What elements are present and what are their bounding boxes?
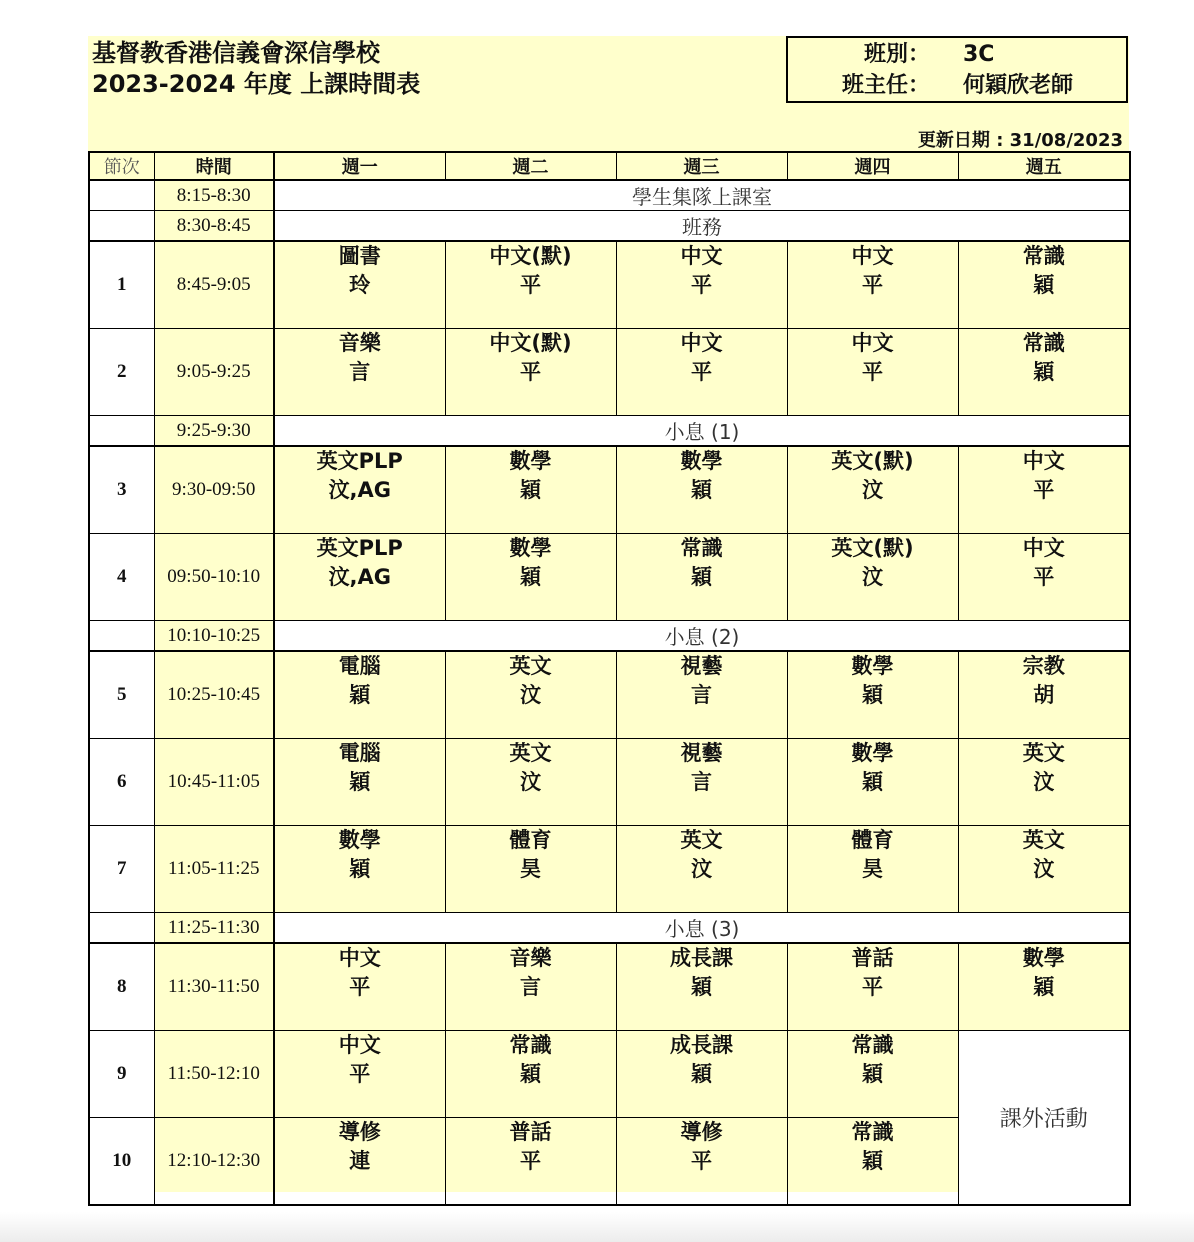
class-label: 班別： xyxy=(863,42,930,67)
lesson-cell xyxy=(616,943,787,1031)
banner-row xyxy=(89,913,1130,944)
lesson-cell xyxy=(274,651,445,739)
teacher-name: 汶 xyxy=(862,565,883,589)
lesson-cell xyxy=(787,1031,958,1118)
timetable xyxy=(88,151,1131,1206)
lesson-row xyxy=(89,534,1130,621)
lesson-cell xyxy=(616,1118,787,1206)
time-cell: 09:50-10:10 xyxy=(154,534,274,621)
lesson-cell xyxy=(445,446,616,534)
lesson-cell xyxy=(787,241,958,329)
lesson-row xyxy=(89,826,1130,913)
lesson-cell xyxy=(445,943,616,1031)
column-header-wed: 週三 xyxy=(616,152,787,180)
time-cell: 10:45-11:05 xyxy=(154,739,274,826)
page-bottom-edge xyxy=(0,1212,1194,1242)
teacher-name: 汶 xyxy=(1033,857,1055,881)
subject-name: 英文 xyxy=(1022,741,1065,765)
subject-name: 中文 xyxy=(851,331,894,355)
subject-name: 常識 xyxy=(680,536,723,560)
teacher-name: 言 xyxy=(349,360,371,384)
subject-name: 數學 xyxy=(509,536,552,560)
teacher-name: 昊 xyxy=(520,857,541,881)
lesson-row xyxy=(89,446,1130,534)
lesson-cell xyxy=(787,446,958,534)
period-cell xyxy=(89,621,154,652)
subject-name: 音樂 xyxy=(509,946,552,970)
subject-name: 常識 xyxy=(851,1033,894,1057)
extracurricular-activity-cell: 課外活動 xyxy=(958,1031,1130,1206)
column-header-period: 節次 xyxy=(89,152,154,180)
teacher-name: 穎 xyxy=(1033,975,1055,999)
teacher-name: 言 xyxy=(520,975,541,999)
lesson-cell xyxy=(787,739,958,826)
time-cell: 10:10-10:25 xyxy=(154,621,274,652)
lesson-cell xyxy=(616,241,787,329)
teacher-name: 穎 xyxy=(691,975,712,999)
subject-name: 英文 xyxy=(509,654,552,678)
period-number: 10 xyxy=(89,1118,154,1206)
time-cell: 8:15-8:30 xyxy=(154,180,274,211)
lesson-cell xyxy=(616,534,787,621)
subject-name: 英文 xyxy=(680,828,723,852)
class-teacher-label: 班主任： xyxy=(841,73,930,98)
subject-name: 數學 xyxy=(680,449,723,473)
subject-name: 常識 xyxy=(1022,244,1065,268)
update-date: 更新日期 : 31/08/2023 xyxy=(917,130,1123,151)
teacher-name: 胡 xyxy=(1033,683,1055,707)
lesson-cell xyxy=(958,534,1130,621)
teacher-name: 平 xyxy=(1033,478,1055,502)
time-cell: 8:30-8:45 xyxy=(154,211,274,242)
teacher-name: 汶 xyxy=(691,857,712,881)
teacher-name: 汶 xyxy=(520,683,541,707)
lesson-cell xyxy=(274,329,445,416)
teacher-name: 穎 xyxy=(349,857,371,881)
teacher-name: 平 xyxy=(862,360,883,384)
lesson-cell xyxy=(274,826,445,913)
lesson-cell xyxy=(787,943,958,1031)
period-cell xyxy=(89,416,154,447)
teacher-name: 平 xyxy=(349,975,371,999)
subject-name: 成長課 xyxy=(670,946,733,970)
banner-row xyxy=(89,416,1130,447)
teacher-name: 平 xyxy=(691,273,712,297)
lesson-cell xyxy=(787,534,958,621)
period-number: 5 xyxy=(89,651,154,739)
lesson-cell xyxy=(958,651,1130,739)
lesson-row xyxy=(89,739,1130,826)
teacher-name: 平 xyxy=(520,273,541,297)
lesson-cell xyxy=(616,329,787,416)
lesson-cell xyxy=(958,826,1130,913)
teacher-name: 平 xyxy=(520,1149,541,1173)
class-info-box xyxy=(786,36,1128,103)
teacher-name: 穎 xyxy=(520,478,541,502)
subject-name: 體育 xyxy=(509,828,552,852)
subject-name: 英文 xyxy=(509,741,552,765)
lesson-row xyxy=(89,1031,1130,1118)
period-number: 8 xyxy=(89,943,154,1031)
column-header-thu: 週四 xyxy=(787,152,958,180)
lesson-cell xyxy=(445,1118,616,1206)
teacher-name: 穎 xyxy=(520,565,541,589)
column-header-time: 時間 xyxy=(154,152,274,180)
lesson-cell xyxy=(616,446,787,534)
banner-row xyxy=(89,211,1130,242)
teacher-name: 穎 xyxy=(862,1062,883,1086)
subject-name: 數學 xyxy=(851,741,894,765)
teacher-name: 穎 xyxy=(691,478,712,502)
subject-name: 導修 xyxy=(680,1120,723,1144)
teacher-name: 平 xyxy=(1033,565,1055,589)
column-header-fri: 週五 xyxy=(958,152,1130,180)
teacher-name: 汶,AG xyxy=(328,565,391,589)
subject-name: 視藝 xyxy=(680,654,723,678)
period-number: 6 xyxy=(89,739,154,826)
subject-name: 中文 xyxy=(1022,449,1065,473)
lesson-cell xyxy=(274,943,445,1031)
lesson-cell xyxy=(445,1031,616,1118)
lesson-cell xyxy=(958,943,1130,1031)
lesson-cell xyxy=(445,739,616,826)
teacher-name: 穎 xyxy=(862,770,883,794)
subject-name: 中文(默) xyxy=(489,331,572,355)
subject-name: 電腦 xyxy=(338,741,381,765)
lesson-cell xyxy=(445,826,616,913)
lesson-cell xyxy=(616,739,787,826)
time-cell: 11:25-11:30 xyxy=(154,913,274,944)
subject-name: 英文 xyxy=(1022,828,1065,852)
period-cell xyxy=(89,180,154,211)
time-cell: 9:05-9:25 xyxy=(154,329,274,416)
subject-name: 英文PLP xyxy=(316,536,403,560)
lesson-cell xyxy=(445,241,616,329)
time-cell: 10:25-10:45 xyxy=(154,651,274,739)
subject-name: 中文 xyxy=(1022,536,1065,560)
teacher-name: 平 xyxy=(691,360,712,384)
banner-cell: 小息 (1) xyxy=(274,416,1130,447)
period-cell xyxy=(89,913,154,944)
subject-name: 圖書 xyxy=(338,244,381,268)
time-cell: 9:30-09:50 xyxy=(154,446,274,534)
subject-name: 電腦 xyxy=(338,654,381,678)
header-row xyxy=(89,152,1130,180)
lesson-cell xyxy=(445,329,616,416)
time-cell: 11:05-11:25 xyxy=(154,826,274,913)
lesson-cell xyxy=(787,651,958,739)
timetable-title: 2023-2024 年度 上課時間表 xyxy=(92,70,421,98)
subject-name: 數學 xyxy=(338,828,381,852)
lesson-cell xyxy=(274,241,445,329)
subject-name: 英文(默) xyxy=(831,449,914,473)
teacher-name: 穎 xyxy=(691,1062,712,1086)
school-name: 基督教香港信義會深信學校 xyxy=(92,39,380,67)
period-number: 9 xyxy=(89,1031,154,1118)
teacher-name: 汶 xyxy=(862,478,883,502)
subject-name: 英文(默) xyxy=(831,536,914,560)
subject-name: 導修 xyxy=(338,1120,381,1144)
subject-name: 英文PLP xyxy=(316,449,403,473)
lesson-cell xyxy=(958,329,1130,416)
subject-name: 數學 xyxy=(851,654,894,678)
period-number: 4 xyxy=(89,534,154,621)
lesson-cell xyxy=(787,826,958,913)
subject-name: 體育 xyxy=(851,828,894,852)
teacher-name: 玲 xyxy=(349,273,371,297)
lesson-cell xyxy=(616,1031,787,1118)
teacher-name: 平 xyxy=(691,1149,712,1173)
subject-name: 中文 xyxy=(680,244,723,268)
teacher-name: 汶,AG xyxy=(328,478,391,502)
lesson-cell xyxy=(616,651,787,739)
time-cell: 12:10-12:30 xyxy=(154,1118,274,1206)
subject-name: 普話 xyxy=(509,1120,552,1144)
teacher-name: 連 xyxy=(349,1149,371,1173)
period-cell xyxy=(89,211,154,242)
timetable-sheet xyxy=(88,36,1129,1192)
banner-row xyxy=(89,180,1130,211)
lesson-cell xyxy=(958,446,1130,534)
teacher-name: 平 xyxy=(862,273,883,297)
subject-name: 常識 xyxy=(1022,331,1065,355)
lesson-cell xyxy=(445,651,616,739)
teacher-name: 平 xyxy=(349,1062,371,1086)
lesson-cell xyxy=(274,534,445,621)
teacher-name: 穎 xyxy=(349,683,371,707)
lesson-row xyxy=(89,651,1130,739)
time-cell: 11:50-12:10 xyxy=(154,1031,274,1118)
lesson-cell xyxy=(616,826,787,913)
subject-name: 數學 xyxy=(1022,946,1065,970)
teacher-name: 汶 xyxy=(520,770,541,794)
lesson-cell xyxy=(445,534,616,621)
teacher-name: 汶 xyxy=(1033,770,1055,794)
class-value: 3C xyxy=(963,42,995,67)
teacher-name: 穎 xyxy=(520,1062,541,1086)
subject-name: 常識 xyxy=(509,1033,552,1057)
period-number: 7 xyxy=(89,826,154,913)
lesson-cell xyxy=(787,1118,958,1206)
subject-name: 中文 xyxy=(338,946,381,970)
lesson-row xyxy=(89,329,1130,416)
lesson-row xyxy=(89,241,1130,329)
column-header-mon: 週一 xyxy=(274,152,445,180)
lesson-cell xyxy=(958,739,1130,826)
period-number: 3 xyxy=(89,446,154,534)
subject-name: 中文(默) xyxy=(489,244,572,268)
banner-cell: 小息 (3) xyxy=(274,913,1130,944)
title-block xyxy=(92,38,420,100)
teacher-name: 昊 xyxy=(862,857,883,881)
period-number: 1 xyxy=(89,241,154,329)
time-cell: 11:30-11:50 xyxy=(154,943,274,1031)
teacher-name: 言 xyxy=(691,770,712,794)
lesson-cell xyxy=(274,1118,445,1206)
lesson-cell xyxy=(787,329,958,416)
lesson-cell xyxy=(274,739,445,826)
teacher-name: 穎 xyxy=(862,683,883,707)
banner-cell: 小息 (2) xyxy=(274,621,1130,652)
time-cell: 8:45-9:05 xyxy=(154,241,274,329)
teacher-name: 平 xyxy=(862,975,883,999)
teacher-name: 穎 xyxy=(1033,273,1055,297)
subject-name: 宗教 xyxy=(1022,654,1065,678)
banner-cell: 學生集隊上課室 xyxy=(274,180,1130,211)
subject-name: 音樂 xyxy=(338,331,381,355)
lesson-row xyxy=(89,943,1130,1031)
teacher-name: 穎 xyxy=(862,1149,883,1173)
column-header-tue: 週二 xyxy=(445,152,616,180)
teacher-name: 言 xyxy=(691,683,712,707)
period-number: 2 xyxy=(89,329,154,416)
banner-cell: 班務 xyxy=(274,211,1130,242)
time-cell: 9:25-9:30 xyxy=(154,416,274,447)
teacher-name: 穎 xyxy=(691,565,712,589)
subject-name: 數學 xyxy=(509,449,552,473)
lesson-cell xyxy=(274,446,445,534)
teacher-name: 穎 xyxy=(349,770,371,794)
banner-row xyxy=(89,621,1130,652)
subject-name: 中文 xyxy=(680,331,723,355)
lesson-cell xyxy=(274,1031,445,1118)
subject-name: 成長課 xyxy=(670,1033,733,1057)
teacher-name: 平 xyxy=(520,360,541,384)
lesson-cell xyxy=(958,241,1130,329)
subject-name: 常識 xyxy=(851,1120,894,1144)
subject-name: 視藝 xyxy=(680,741,723,765)
teacher-name: 穎 xyxy=(1033,360,1055,384)
class-teacher-value: 何穎欣老師 xyxy=(963,73,1074,98)
subject-name: 普話 xyxy=(851,946,894,970)
subject-name: 中文 xyxy=(338,1033,381,1057)
subject-name: 中文 xyxy=(851,244,894,268)
